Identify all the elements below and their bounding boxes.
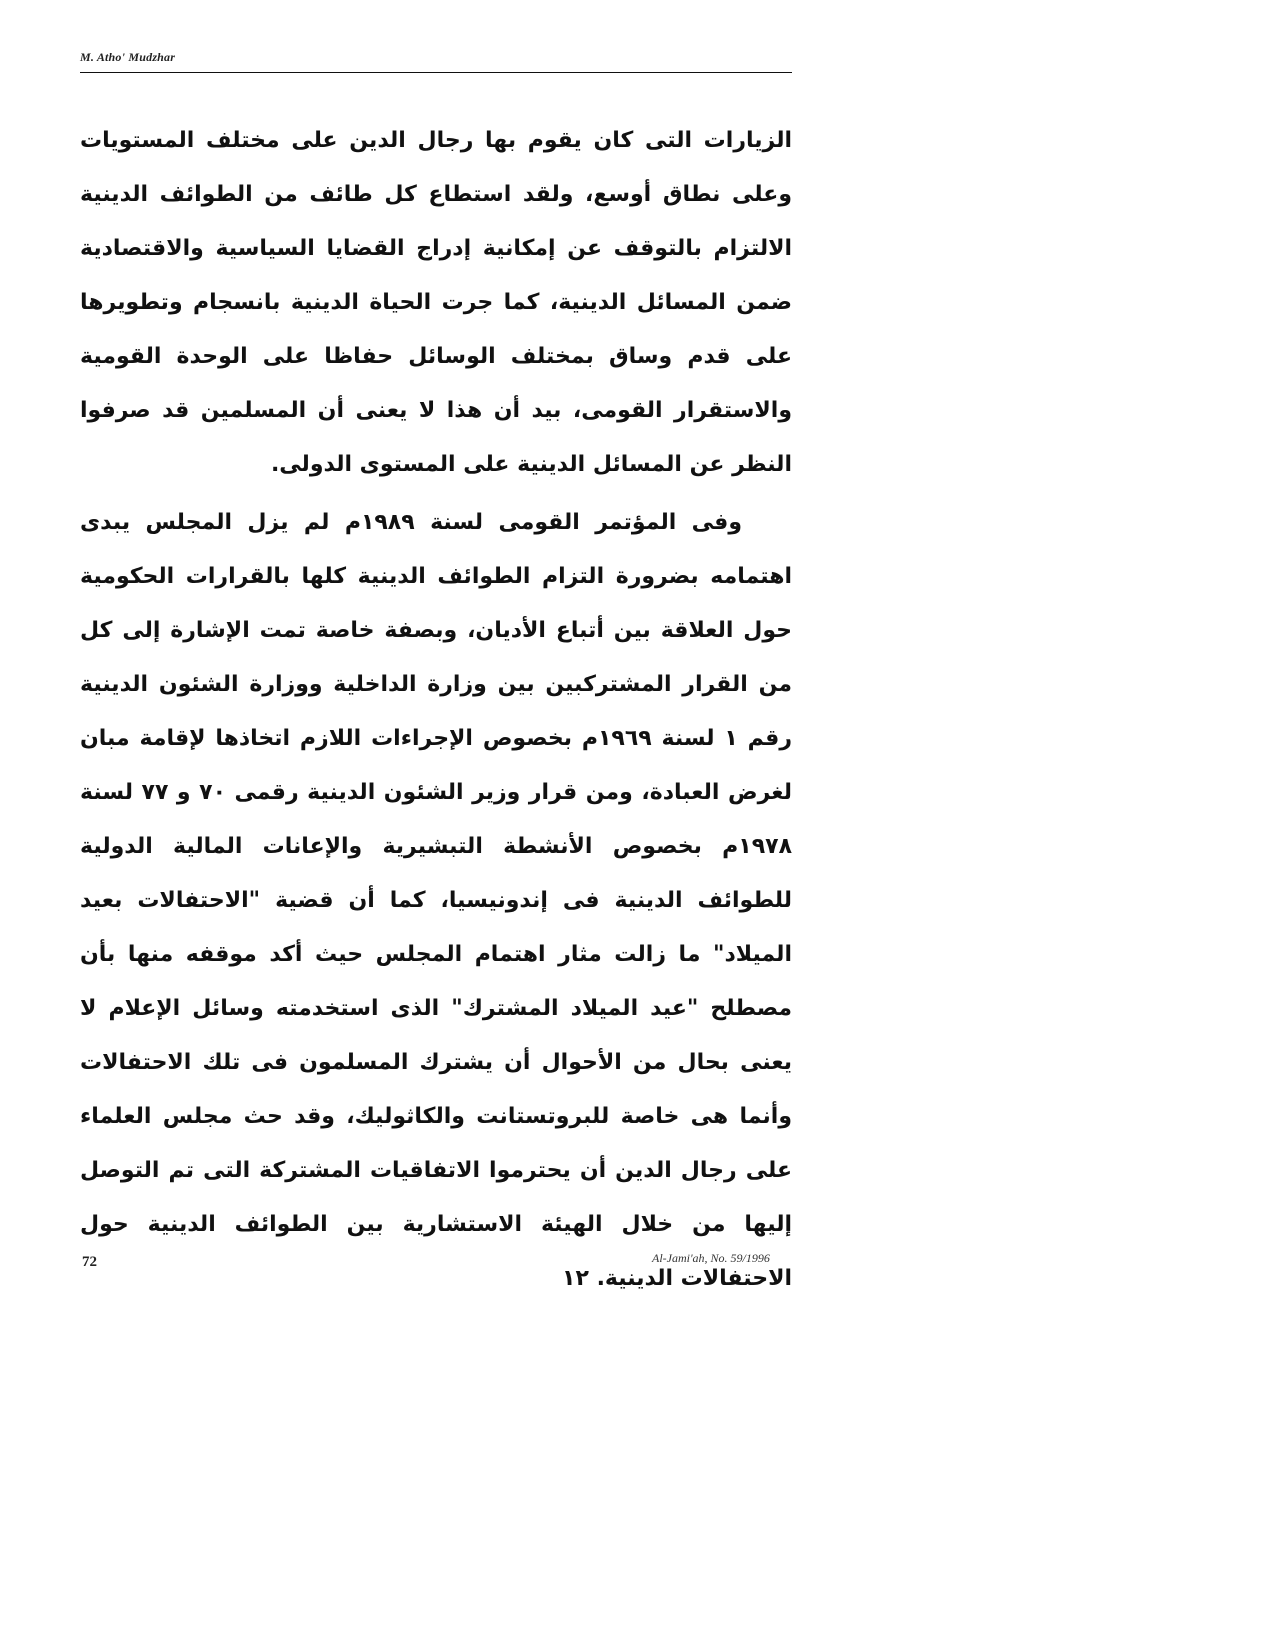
paragraph-1: الزيارات التى كان يقوم بها رجال الدين على مختلف المستويات وعلى نطاق أوسع، ولقد استطاع كل طائف من الطوائف الدينية الالتزام بالتوقف عن إمكانية إدراج القضايا السياسية والاقتصادية ضمن المسائل الدينية، كما جرت الحياة الدينية بانسجام وتطويرها على قدم وساق بمختلف الوسائل حفاظا على الوحدة القومية والاستقرار القومى، بيد أن هذا لا يعنى أن المسلمين قد صرفوا النظر عن المسائل الدينية على المستوى الدولى. (80, 128, 792, 477)
paragraph-2: وفى المؤتمر القومى لسنة ١٩٨٩م لم يزل المجلس يبدى اهتمامه بضرورة التزام الطوائف الدينية كلها بالقرارات الحكومية حول العلاقة بين أتباع الأديان، وبصفة خاصة تمت الإشارة إلى كل من القرار المشتركبين بين وزارة الداخلية ووزارة الشئون الدينية رقم ١ لسنة ١٩٦٩م بخصوص الإجراءات اللازم اتخاذها لإقامة مبان لغرض العبادة، ومن قرار وزير الشئون الدينية رقمى ٧٠ و ٧٧ لسنة ١٩٧٨م بخصوص الأنشطة التبشيرية والإعانات المالية الدولية للطوائف الدينية فى إندونيسيا، كما أن قضية "الاحتفالات بعيد الميلاد" ما زالت مثار اهتمام المجلس حيث أكد موقفه منها بأن مصطلح "عيد الميلاد المشترك" الذى استخدمته وسائل الإعلام لا يعنى بحال من الأحوال أن يشترك المسلمون فى تلك الاحتفالات وأنما هى خاصة للبروتستانت والكاثوليك، وقد حث مجلس العلماء على رجال الدين أن يحترموا الاتفاقيات المشتركة التى تم التوصل إليها من خلال الهيئة الاستشارية بين الطوائف الدينية حول الاحتفالات الدينية. ١٢ (80, 510, 792, 1291)
page-number: 72 (82, 1254, 97, 1270)
running-head: M. Atho' Mudzhar (80, 50, 176, 64)
journal-citation: Al-Jami'ah, No. 59/1996 (652, 1251, 770, 1265)
header-divider (80, 72, 792, 73)
body-text (80, 114, 792, 1306)
